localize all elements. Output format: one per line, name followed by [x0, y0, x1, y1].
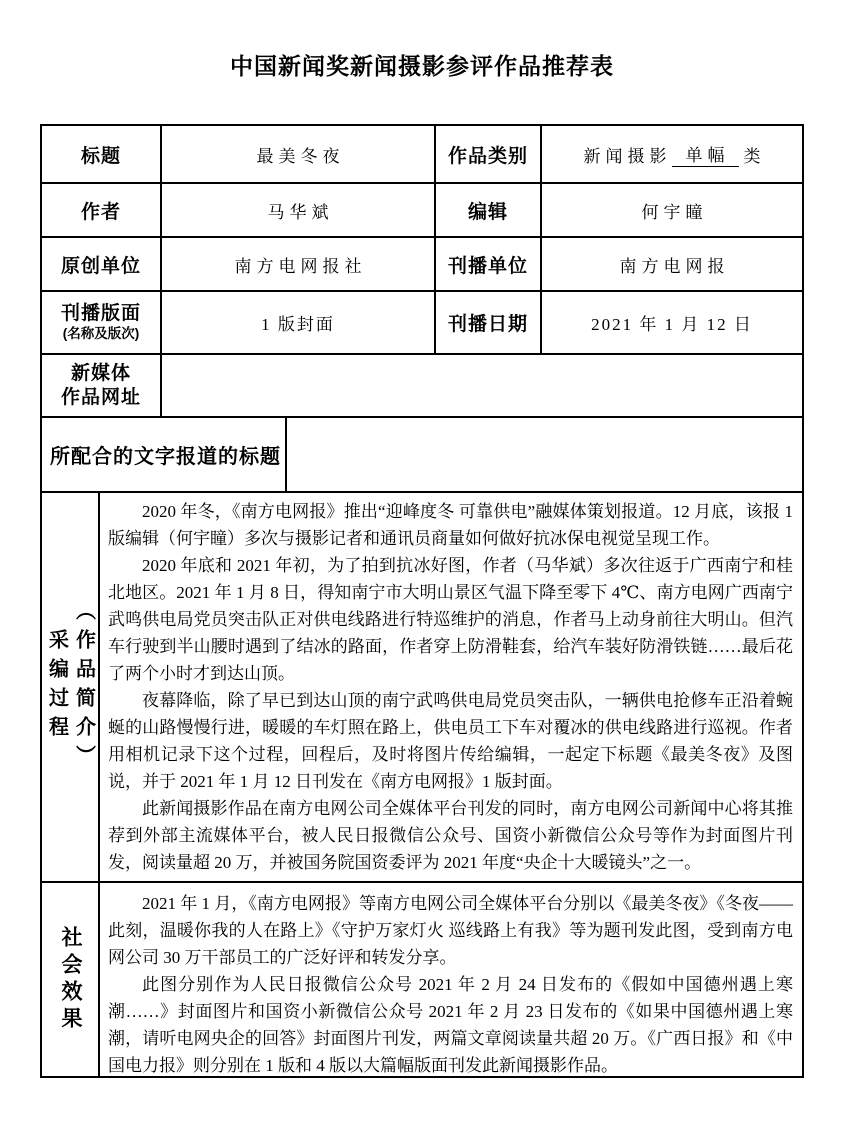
text-report-label: 所配合的文字报道的标题 [42, 418, 287, 493]
page-title: 中国新闻奖新闻摄影参评作品推荐表 [230, 54, 614, 79]
process-section-label [42, 493, 100, 883]
layout-label [42, 292, 162, 355]
editor-value: 何宇瞳 [542, 184, 802, 238]
category-underlined: 单幅 [672, 141, 739, 167]
original-unit-value: 南方电网报社 [162, 238, 436, 292]
category-prefix: 新闻摄影 [583, 146, 672, 166]
date-value: 2021 年 1 月 12 日 [542, 292, 802, 355]
author-value: 马华斌 [162, 184, 436, 238]
category-label: 作品类别 [436, 126, 542, 184]
original-unit-label: 原创单位 [42, 238, 162, 292]
author-label: 作者 [42, 184, 162, 238]
process-paragraph: 此新闻摄影作品在南方电网公司全媒体平台刊发的同时，南方电网公司新闻中心将其推荐到外部主流媒体平台，被人民日报微信公众号、国资小新微信公众号等作为封面图片刊发，阅读量超 20 万，并被国务院国资委评为 2021 年度“央企十大暖镜头”之一。 [108, 799, 793, 872]
layout-value: 1 版封面 [162, 292, 436, 355]
process-paragraph: 2020 年冬，《南方电网报》推出“迎峰度冬 可靠供电”融媒体策划报道。12 月底，该报 1 版编辑（何宇瞳）多次与摄影记者和通讯员商量如何做好抗冰保电视觉呈现工作。 [108, 502, 793, 548]
category-suffix: 类 [743, 146, 766, 166]
process-paragraph: 夜幕降临，除了早已到达山顶的南宁武鸣供电局党员突击队，一辆供电抢修车正沿着蜿蜒的山路慢慢行进，暖暖的车灯照在路上，供电员工下车对覆冰的供电线路进行巡视。作者用相机记录下这个过程，回程后，及时将图片传给编辑，一起定下标题《最美冬夜》及图说，并于 2021 年 1 月 12 日刊发在《南方电网报》1 版封面。 [108, 691, 793, 791]
process-label-columns [45, 600, 96, 774]
new-media-label-line1: 新媒体 [70, 362, 131, 384]
publish-unit-value: 南方电网报 [542, 238, 802, 292]
title-label: 标题 [42, 126, 162, 184]
effect-paragraph: 此图分别作为人民日报微信公众号 2021 年 2 月 24 日发布的《假如中国德州遇上寒潮……》封面图片和国资小新微信公众号 2021 年 2 月 23 日发布的《如果中国德州遇上寒潮，请听电网央企的回答》封面图片刊发，两篇文章阅读量共超 20 万。《广西日报》和《中国电力报》则分别在 1 版和 4 版以大篇幅版面刊发此新闻摄影作品。 [108, 975, 793, 1075]
new-media-label-line2: 作品网址 [60, 386, 141, 408]
editor-label: 编辑 [436, 184, 542, 238]
publish-unit-label: 刊播单位 [436, 238, 542, 292]
process-paragraph: 2020 年底和 2021 年初，为了拍到抗冰好图，作者（马华斌）多次往返于广西南宁和桂北地区。2021 年 1 月 8 日，得知南宁市大明山景区气温下降至零下 4℃、南方电网广西南宁武鸣供电局党员突击队正对供电线路进行特巡维护的消息，作者马上动身前往大明山。但汽车行驶到半山腰时遇到了结冰的路面，作者穿上防滑鞋套，给汽车装好防滑铁链……最后花了两个小时才到达山顶。 [108, 556, 793, 683]
process-section-text [100, 493, 802, 883]
effect-section-label [42, 883, 100, 1076]
effect-paragraph: 2021 年 1 月，《南方电网报》等南方电网公司全媒体平台分别以《最美冬夜》《冬夜——此刻，温暖你我的人在路上》《守护万家灯火 巡线路上有我》等为题刊发此图，受到南方电网公司 30 万干部员工的广泛好评和转发分享。 [108, 894, 793, 967]
new-media-value [162, 355, 802, 418]
date-label: 刊播日期 [436, 292, 542, 355]
layout-label-line1: 刊播版面 [60, 303, 141, 325]
new-media-label [42, 355, 162, 418]
effect-section-text [100, 883, 802, 1076]
process-label-col1: 采编过程 [45, 629, 68, 745]
category-value [542, 126, 802, 184]
recommendation-form-table [40, 124, 804, 1078]
process-label-col2: （作品简介） [72, 600, 95, 774]
effect-label: 社会效果 [59, 925, 82, 1034]
title-value: 最美冬夜 [162, 126, 436, 184]
layout-label-line2: (名称及版次) [62, 325, 140, 341]
text-report-value [287, 418, 802, 493]
